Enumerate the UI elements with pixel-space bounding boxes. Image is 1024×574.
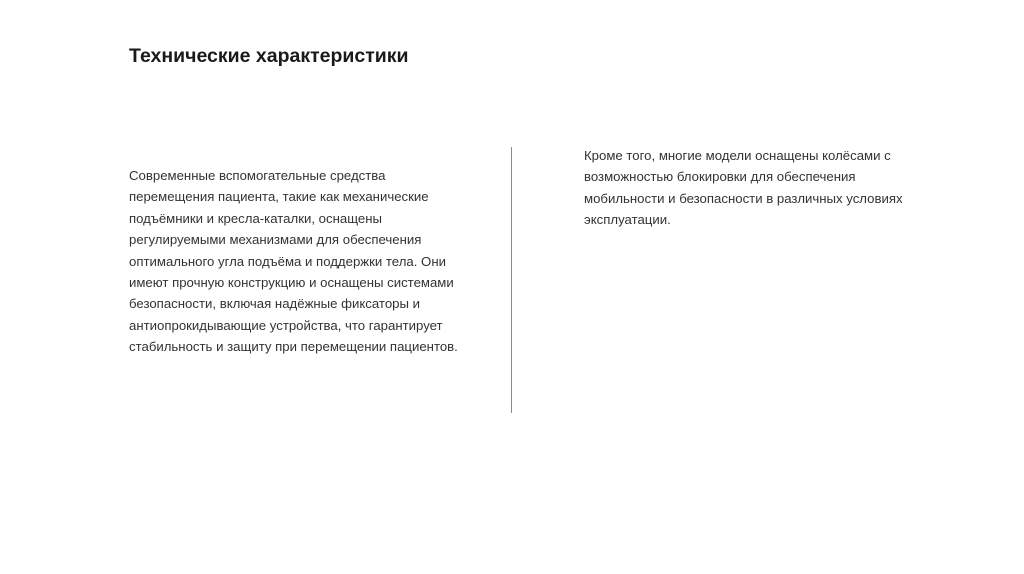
left-column-text: Современные вспомогательные средства перемещения пациента, такие как механические подъёмники и кресла-каталки, оснащены регулируемыми механизмами для обеспечения оптимального угла подъёма и поддержки тела. Они имеют прочную конструкцию и оснащены системами безопасности, включая надёжные фиксаторы и антиопрокидывающие устройства, что гарантирует стабильность и защиту при перемещении пациентов.	[129, 168, 458, 355]
column-divider	[511, 147, 512, 413]
right-column-text: Кроме того, многие модели оснащены колёсами с возможностью блокировки для обеспечения мобильности и безопасности в различных условиях эксплуатации.	[584, 148, 903, 228]
slide-title: Технические характеристики	[129, 45, 409, 67]
